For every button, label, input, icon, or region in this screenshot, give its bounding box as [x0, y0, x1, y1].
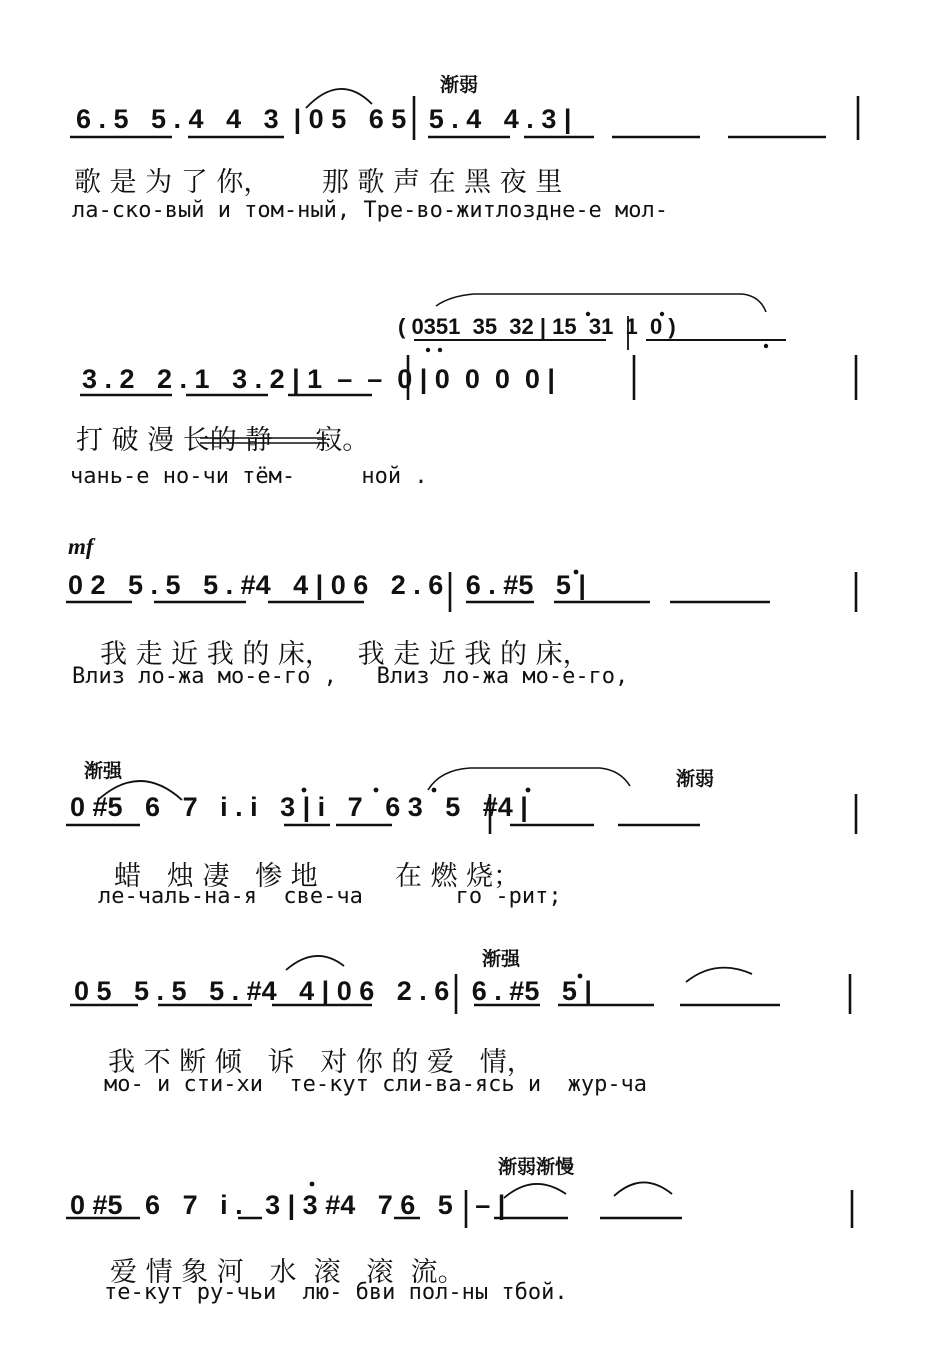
- notation-line: 0 #5 6 7 i . 3 | 3 #4 7 6 5 – |: [70, 1190, 506, 1220]
- dynamic-marking: 渐强: [84, 760, 123, 782]
- notation-line: 0 5 5 . 5 5 . #4 4 | 0 6 2 . 6 6 . #5 5 |: [74, 976, 592, 1006]
- lyrics-russian: ла-ско-вый и том-ный, Тре-во-житлоздне-е мол-: [72, 198, 669, 223]
- ornament-line: ( 0351 35 32 | 15 31 1 0 ): [398, 314, 676, 339]
- lyrics-chinese: 我 不 断 倾 诉 对 你 的 爱 情，: [108, 1047, 534, 1078]
- lyrics-russian: те-кут ру-чьи лю- бви пол-ны тбой.: [104, 1280, 568, 1305]
- lyrics-russian: ле-чаль-на-я све-ча го -рит;: [98, 884, 562, 909]
- notation-line: 0 2 5 . 5 5 . #4 4 | 0 6 2 . 6 6 . #5 5 |: [68, 570, 586, 600]
- lyrics-chinese: 蜡 烛 凄 惨 地 在 燃 烧；: [114, 861, 521, 892]
- notation-line: 3 . 2 2 . 1 3 . 2 | 1 – – 0 | 0 0 0 0 |: [82, 364, 555, 394]
- dynamic-marking: 渐弱: [676, 768, 715, 790]
- dynamic-marking: 渐弱渐慢: [498, 1156, 575, 1178]
- notation-line: 6 . 5 5 . 4 4 3 | 0 5 6 5 5 . 4 4 . 3 |: [76, 104, 572, 134]
- dynamic-marking: mf: [68, 534, 94, 559]
- lyrics-chinese: 打 破 漫 长的 静 寂。: [76, 425, 370, 456]
- lyrics-russian: мо- и сти-хи те-кут сли-ва-ясь и жур-ча: [104, 1072, 648, 1097]
- dynamic-marking: 渐弱: [440, 74, 479, 96]
- lyrics-chinese: 我 走 近 我 的 床， 我 走 近 我 的 床，: [100, 639, 590, 670]
- notation-line: 0 #5 6 7 i . i 3 | i 7 6 3 5 #4 |: [70, 792, 528, 822]
- lyrics-chinese: 爱 情 象 河 水 滚 滚 流。: [110, 1257, 465, 1288]
- dynamic-marking: 渐强: [482, 948, 521, 970]
- lyrics-russian: чань-е но-чи тём- ной .: [70, 464, 428, 489]
- lyrics-chinese: 歌 是 为 了 你， 那 歌 声 在 黑 夜 里: [74, 167, 563, 198]
- lyrics-russian: Влиз ло-жа мо-е-го , Влиз ло-жа мо-е-го,: [72, 664, 629, 689]
